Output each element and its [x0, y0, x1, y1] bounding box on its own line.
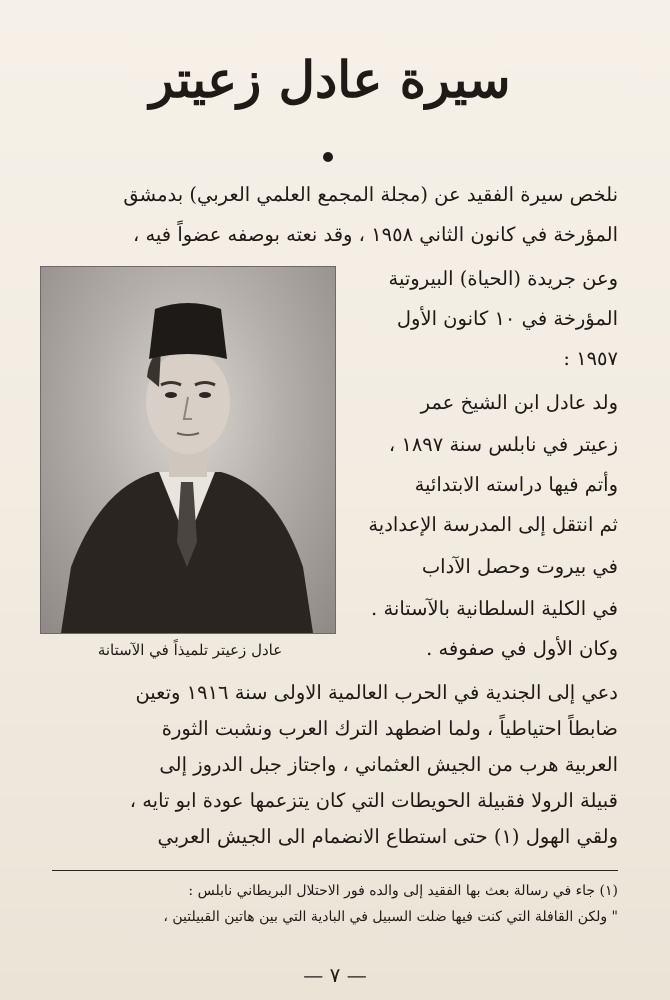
page-title: سيرة عادل زعيتر — [149, 50, 511, 109]
portrait-figure — [41, 267, 335, 633]
text-line: زعيتر في نابلس سنة ١٨٩٧ ، — [388, 433, 618, 456]
page-number: — ٧ — — [303, 963, 367, 987]
text-line: المؤرخة في كانون الثاني ١٩٥٨ ، وقد نعته بوصفه عضواً فيه ، — [132, 223, 618, 246]
text-line: قبيلة الرولا فقبيلة الحويطات التي كان يتزعمها عودة ابو تايه ، — [129, 789, 618, 812]
text-line: نلخص سيرة الفقيد عن (مجلة المجمع العلمي العربي) بدمشق — [123, 183, 618, 206]
text-line: العربية هرب من الجيش العثماني ، واجتاز جبل الدروز إلى — [159, 753, 618, 776]
photo-caption: عادل زعيتر تلميذاً في الآستانة — [97, 641, 283, 659]
bullet-dot — [323, 152, 333, 162]
text-line: دعي إلى الجندية في الحرب العالمية الاولى سنة ١٩١٦ وتعين — [135, 681, 618, 704]
text-line: المؤرخة في ١٠ كانون الأول — [396, 307, 618, 330]
text-line: ولقي الهول (١) حتى استطاع الانضمام الى الجيش العربي — [157, 825, 618, 848]
footnote-line: " ولكن القافلة التي كنت فيها ضلت السبيل في البادية التي بين هاتين القبيلتين ، — [163, 909, 618, 925]
text-line: وكان الأول في صفوفه . — [426, 637, 618, 660]
portrait-photo — [40, 266, 336, 634]
text-line: ضابطاً احتياطياً ، ولما اضطهد الترك العرب ونشبت الثورة — [161, 717, 618, 740]
text-line: ثم انتقل إلى المدرسة الإعدادية — [368, 513, 618, 536]
text-line: ولد عادل ابن الشيخ عمر — [420, 391, 618, 414]
text-line: في الكلية السلطانية بالآستانة . — [371, 597, 618, 620]
text-line: في بيروت وحصل الآداب — [421, 555, 618, 578]
footnote-divider — [52, 870, 618, 871]
text-line: وعن جريدة (الحياة) البيروتية — [388, 267, 618, 290]
footnote-line: (١) جاء في رسالة بعث بها الفقيد إلى والده فور الاحتلال البريطاني نابلس : — [188, 883, 618, 899]
text-line: وأتم فيها دراسته الابتدائية — [414, 473, 618, 496]
text-line: ١٩٥٧ : — [563, 347, 618, 370]
